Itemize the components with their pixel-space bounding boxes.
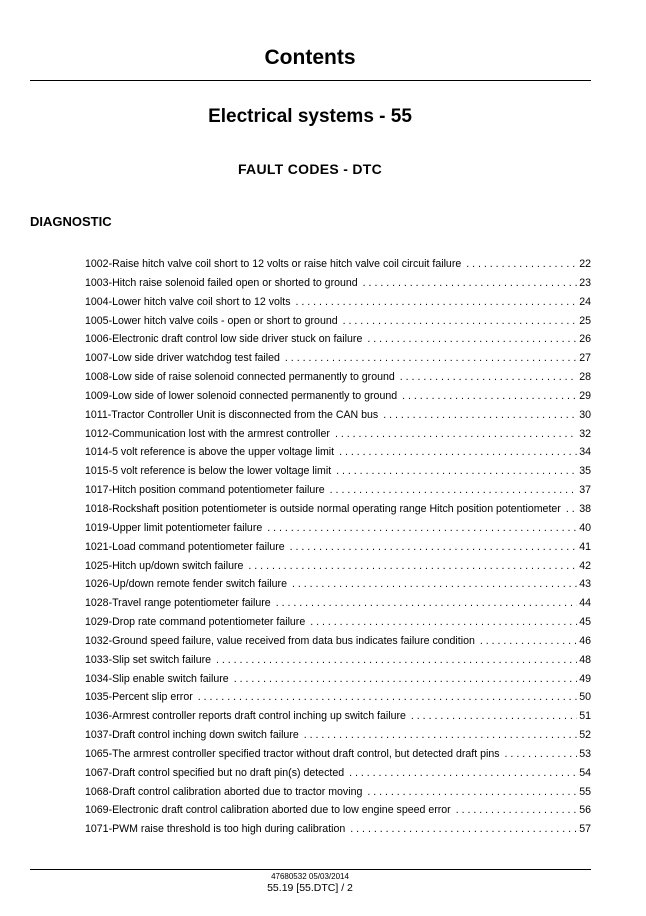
toc-dot-leader [339,446,577,458]
toc-dot-leader [335,428,577,440]
toc-entry[interactable] [85,446,591,465]
toc-entry-title: 1029-Drop rate command potentiometer failure [85,616,306,629]
toc-entry[interactable] [85,597,591,616]
chapter-title: FAULT CODES - DTC [237,161,383,177]
toc-dot-leader [292,578,577,590]
footer-document-reference: 47680532 05/03/2014 [271,872,349,881]
toc-entry[interactable] [85,710,591,729]
toc-entry-page-number: 43 [579,578,591,591]
toc-entry-page-number: 24 [579,295,591,308]
toc-entry-page-number: 27 [579,352,591,365]
group-title: DIAGNOSTIC [30,214,112,229]
toc-dot-leader [350,823,577,835]
toc-dot-leader [505,748,578,760]
toc-entry-title: 1005-Lower hitch valve coils - open or short to ground [85,314,338,327]
toc-entry-title: 1014-5 volt reference is above the upper voltage limit [85,446,335,459]
toc-entry-page-number: 23 [579,276,591,289]
toc-entry-title: 1065-The armrest controller specified tractor without draft control, but detected draft pins [85,747,500,760]
footer-divider [30,869,591,870]
toc-entry-page-number: 54 [579,766,591,779]
toc-entry-title: 1069-Electronic draft control calibration aborted due to low engine speed error [85,804,451,817]
toc-dot-leader [400,371,577,383]
toc-dot-leader [566,503,577,515]
section-title: Electrical systems - 55 [208,106,412,127]
toc-entry-page-number: 30 [579,408,591,421]
toc-entry[interactable] [85,390,591,409]
toc-entry[interactable] [85,409,591,428]
toc-entry-title: 1028-Travel range potentiometer failure [85,597,271,610]
toc-entry[interactable] [85,560,591,579]
toc-entry-title: 1015-5 volt reference is below the lower voltage limit [85,465,332,478]
toc-dot-leader [480,635,577,647]
toc-entry-page-number: 25 [579,314,591,327]
toc-entry-title: 1037-Draft control inching down switch failure [85,729,299,742]
toc-entry[interactable] [85,371,591,390]
toc-dot-leader [367,333,577,345]
toc-entry-title: 1034-Slip enable switch failure [85,672,229,685]
toc-entry[interactable] [85,484,591,503]
toc-entry-title: 1026-Up/down remote fender switch failure [85,578,287,591]
page-title: Contents [264,46,356,69]
table-of-contents [85,258,591,842]
toc-entry-page-number: 48 [579,653,591,666]
toc-entry[interactable] [85,691,591,710]
toc-entry-page-number: 37 [579,484,591,497]
toc-entry-page-number: 49 [579,672,591,685]
toc-entry-title: 1035-Percent slip error [85,691,193,704]
toc-entry-page-number: 32 [579,427,591,440]
toc-entry[interactable] [85,503,591,522]
toc-entry[interactable] [85,258,591,277]
toc-dot-leader [285,352,577,364]
toc-dot-leader [343,315,578,327]
toc-entry-page-number: 45 [579,616,591,629]
toc-entry[interactable] [85,333,591,352]
toc-entry-title: 1007-Low side driver watchdog test failed [85,352,280,365]
toc-entry[interactable] [85,315,591,334]
toc-entry[interactable] [85,767,591,786]
toc-entry[interactable] [85,541,591,560]
toc-entry[interactable] [85,578,591,597]
toc-entry-page-number: 44 [579,597,591,610]
toc-dot-leader [296,296,578,308]
toc-entry[interactable] [85,635,591,654]
toc-entry[interactable] [85,465,591,484]
toc-entry-page-number: 29 [579,389,591,402]
toc-entry[interactable] [85,729,591,748]
toc-dot-leader [411,710,577,722]
toc-dot-leader [276,597,578,609]
toc-entry-page-number: 34 [579,446,591,459]
toc-entry-page-number: 42 [579,559,591,572]
toc-entry-title: 1011-Tractor Controller Unit is disconnected from the CAN bus [85,408,379,421]
toc-entry-page-number: 26 [579,333,591,346]
toc-entry-page-number: 38 [579,502,591,515]
toc-entry[interactable] [85,616,591,635]
toc-dot-leader [310,616,577,628]
toc-entry[interactable] [85,823,591,842]
toc-dot-leader [367,786,577,798]
toc-dot-leader [330,484,578,496]
toc-entry-page-number: 53 [579,747,591,760]
toc-entry-page-number: 56 [579,804,591,817]
toc-entry-title: 1004-Lower hitch valve coil short to 12 volts [85,295,291,308]
toc-dot-leader [216,654,577,666]
toc-entry-title: 1032-Ground speed failure, value received from data bus indicates failure condition [85,634,475,647]
toc-dot-leader [383,409,577,421]
toc-entry-title: 1008-Low side of raise solenoid connected permanently to ground [85,371,395,384]
toc-entry-title: 1071-PWM raise threshold is too high during calibration [85,823,346,836]
toc-entry-title: 1017-Hitch position command potentiometer failure [85,484,325,497]
toc-entry-title: 1025-Hitch up/down switch failure [85,559,244,572]
toc-entry-title: 1006-Electronic draft control low side driver stuck on failure [85,333,363,346]
toc-dot-leader [234,673,578,685]
toc-entry[interactable] [85,522,591,541]
footer-page-reference: 55.19 [55.DTC] / 2 [267,882,353,894]
toc-entry-title: 1021-Load command potentiometer failure [85,540,285,553]
toc-dot-leader [336,465,577,477]
toc-entry-title: 1002-Raise hitch valve coil short to 12 volts or raise hitch valve coil circuit failure [85,258,462,270]
toc-entry-page-number: 40 [579,521,591,534]
toc-dot-leader [466,258,577,270]
toc-entry[interactable] [85,748,591,767]
toc-entry-title: 1003-Hitch raise solenoid failed open or shorted to ground [85,276,358,289]
toc-entry-title: 1067-Draft control specified but no draft pin(s) detected [85,766,345,779]
toc-dot-leader [304,729,577,741]
toc-entry[interactable] [85,277,591,296]
toc-entry-title: 1033-Slip set switch failure [85,653,212,666]
toc-dot-leader [402,390,577,402]
toc-entry-title: 1036-Armrest controller reports draft control inching up switch failure [85,710,406,723]
toc-entry-page-number: 22 [579,258,591,270]
toc-dot-leader [363,277,578,289]
toc-entry-page-number: 35 [579,465,591,478]
toc-entry-title: 1009-Low side of lower solenoid connected permanently to ground [85,389,398,402]
toc-dot-leader [290,541,578,553]
toc-entry-page-number: 55 [579,785,591,798]
toc-entry[interactable] [85,654,591,673]
toc-entry-page-number: 51 [579,710,591,723]
toc-entry-title: 1012-Communication lost with the armrest controller [85,427,330,440]
toc-entry[interactable] [85,804,591,823]
toc-entry-page-number: 50 [579,691,591,704]
toc-entry-page-number: 57 [579,823,591,836]
toc-dot-leader [349,767,577,779]
toc-entry-page-number: 52 [579,729,591,742]
toc-entry-page-number: 28 [579,371,591,384]
toc-entry-page-number: 46 [579,634,591,647]
toc-dot-leader [248,560,577,572]
header-divider [30,80,591,81]
toc-entry[interactable] [85,296,591,315]
toc-entry[interactable] [85,786,591,805]
toc-entry-title: 1018-Rockshaft position potentiometer is outside normal operating range Hitch position potentiometer [85,502,561,515]
toc-entry[interactable] [85,352,591,371]
toc-entry[interactable] [85,428,591,447]
toc-dot-leader [198,691,577,703]
toc-entry-title: 1019-Upper limit potentiometer failure [85,521,263,534]
toc-dot-leader [456,804,578,816]
toc-entry[interactable] [85,673,591,692]
toc-entry-page-number: 41 [579,540,591,553]
toc-entry-title: 1068-Draft control calibration aborted due to tractor moving [85,785,363,798]
toc-dot-leader [267,522,577,534]
